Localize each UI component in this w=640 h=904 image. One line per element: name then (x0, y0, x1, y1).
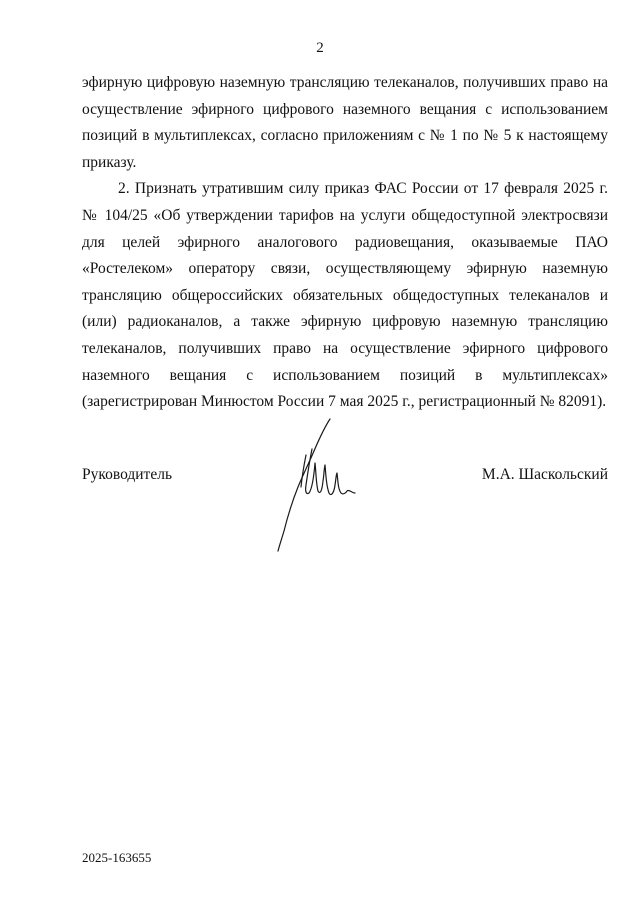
handwritten-signature (268, 415, 358, 555)
paragraph-continuation: эфирную цифровую наземную трансляцию телеканалов, получивших право на осуществление эфирного цифрового наземного вещания с использованием позиций в мультиплексах, согласно приложениям с № 1 по № 5 к настоящему приказу. (82, 74, 608, 171)
paragraph-item-2: 2. Признать утратившим силу приказ ФАС России от 17 февраля 2025 г. № 104/25 «Об утверждении тарифов на услуги общедоступной электросвязи для целей эфирного аналогового радиовещания, оказываемые ПАО «Ростелеком» оператору связи, осуществляющему эфирную наземную трансляцию общероссийских обязательных общедоступных телеканалов и (или) радиоканалов, а также эфирную цифровую наземную трансляцию телеканалов, получивших право на осуществление эфирного цифрового наземного вещания с использованием позиций в мультиплексах» (зарегистрирован Минюстом России 7 мая 2025 г., регистрационный № 82091). (82, 180, 608, 411)
page-number: 2 (316, 40, 324, 56)
registration-number: 2025-163655 (82, 850, 152, 865)
signatory-role: Руководитель (82, 466, 173, 483)
signatory-name: М.А. Шаскольский (481, 466, 608, 483)
document-body (82, 70, 608, 416)
